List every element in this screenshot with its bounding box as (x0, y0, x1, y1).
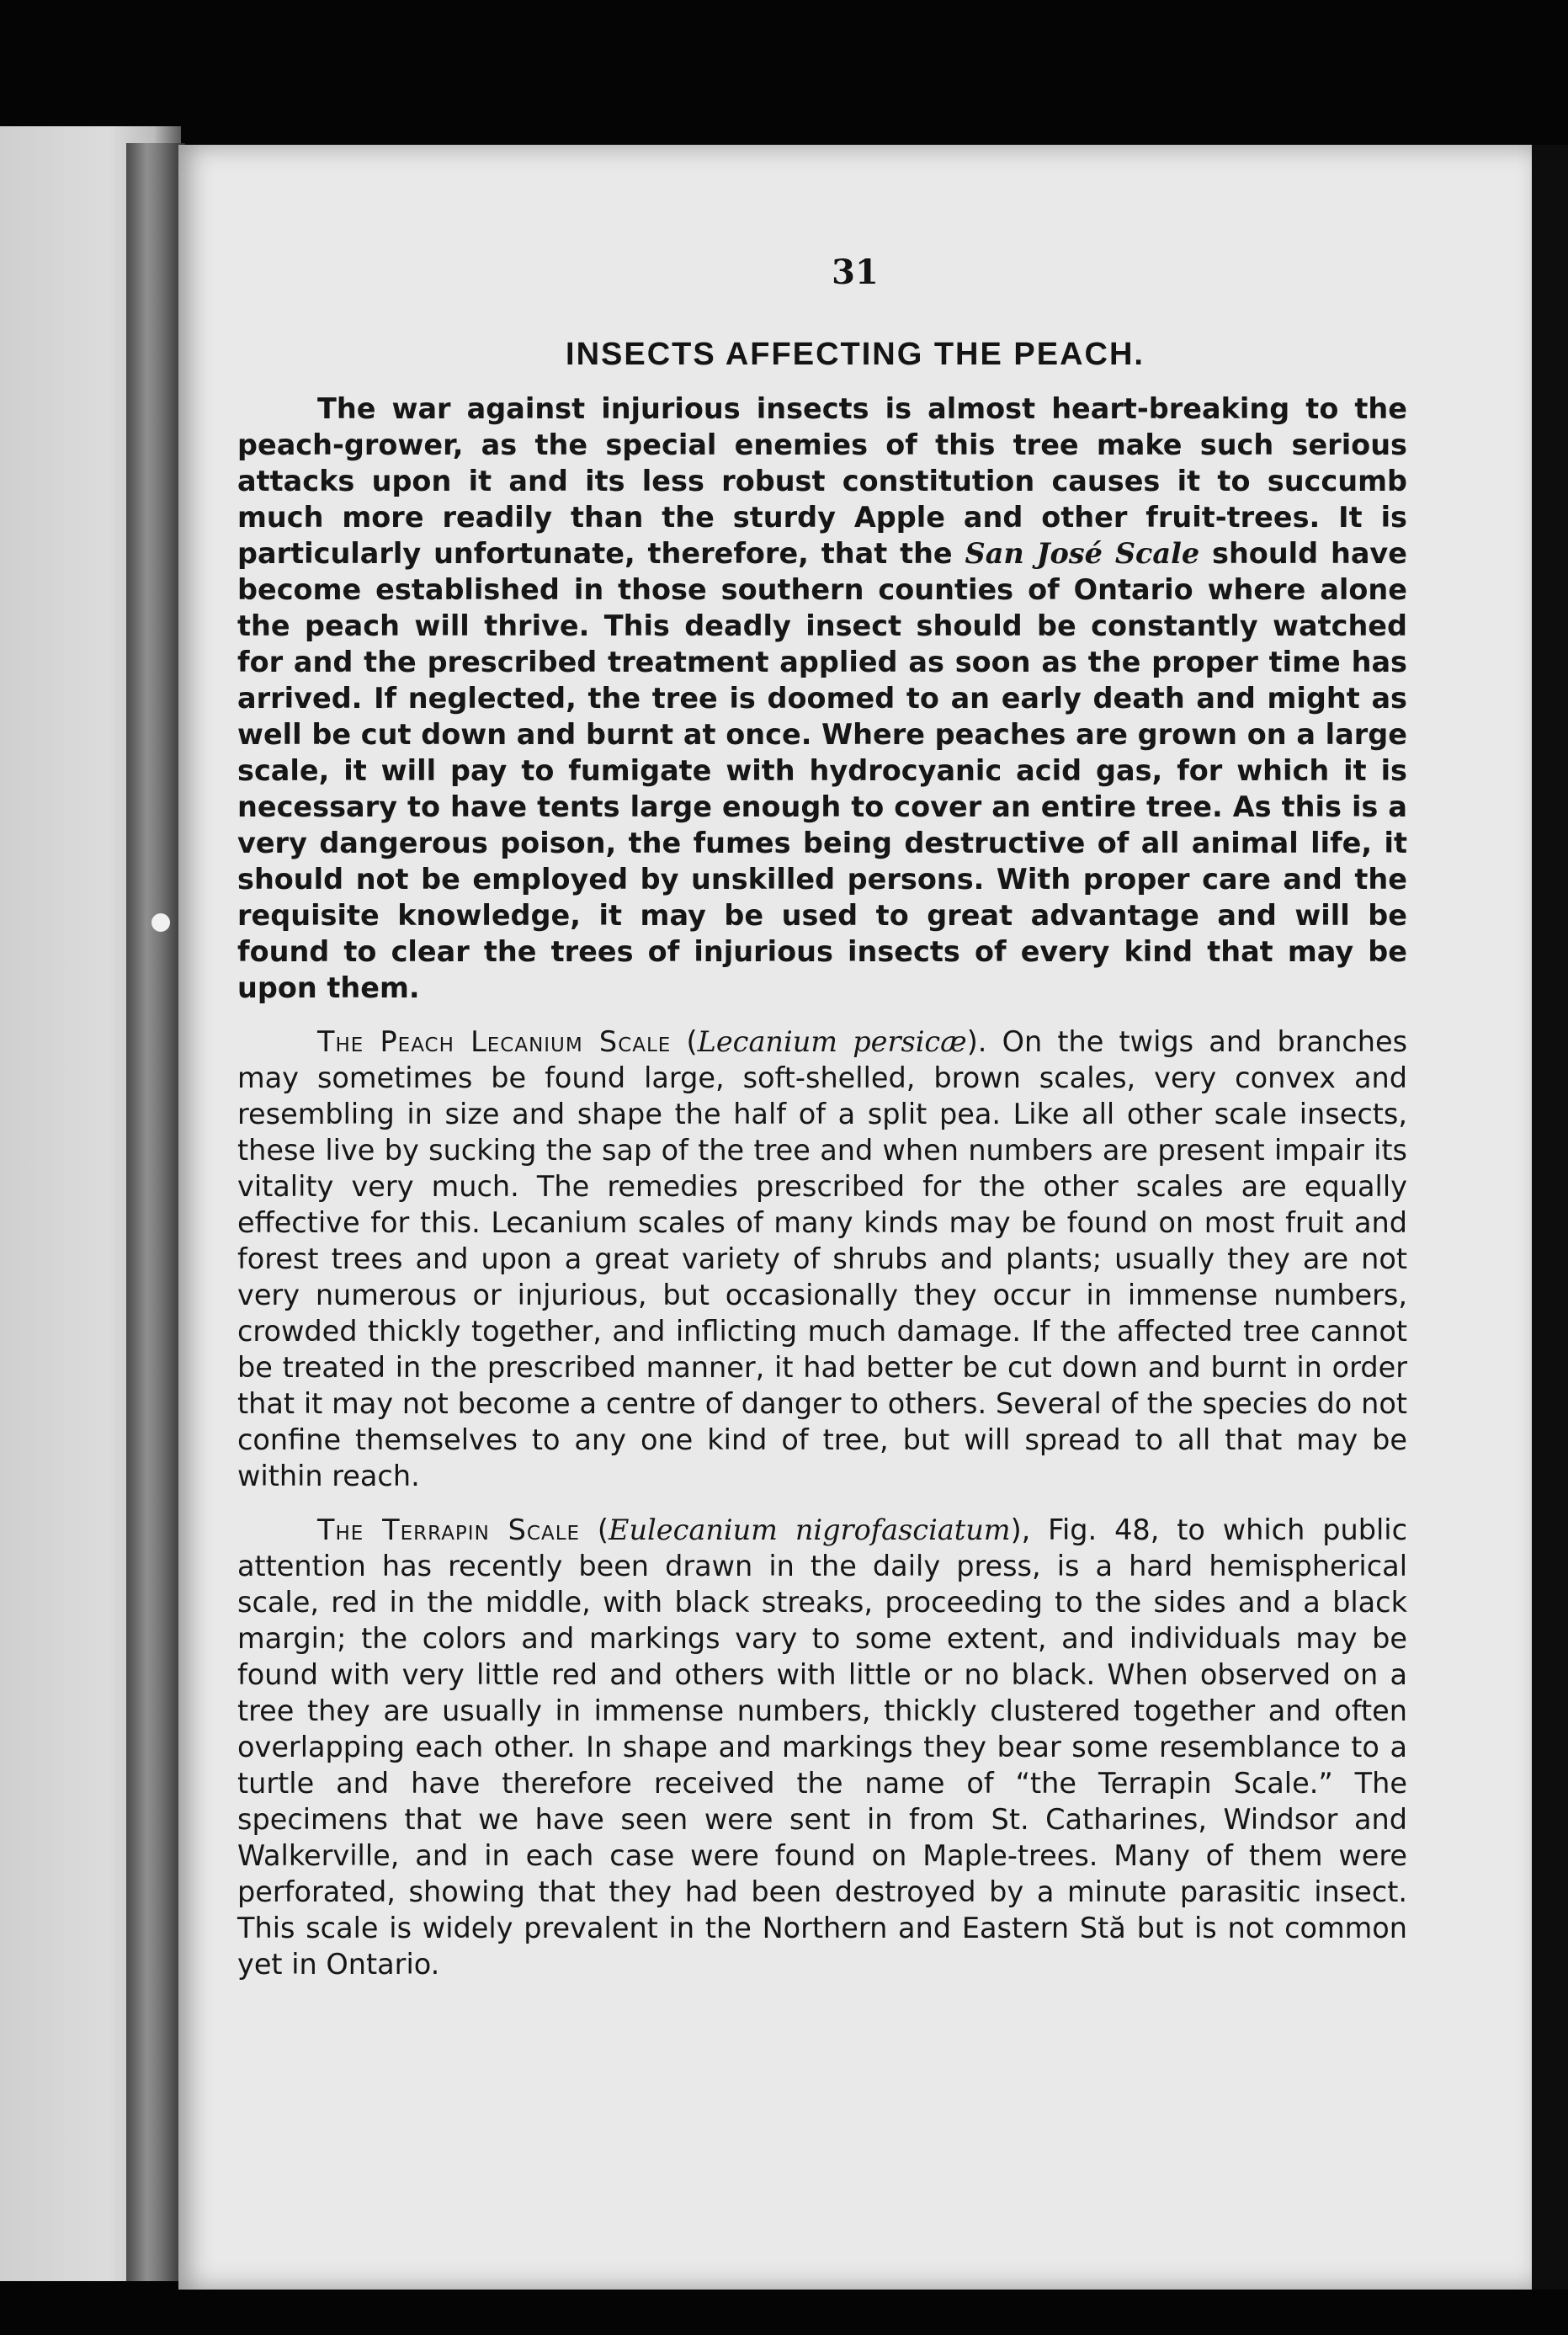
paragraph-text: On the twigs and branches may sometimes be found large, soft-shelled, brown scales, very convex and resembling in size and shape the half of a split pea. Like all other scale insects, these live by sucking the sap of the tree and when numbers are present impair its vitality very much. The remedies prescribed for the other scales are equally effective for this. Lecanium scales of many kinds may be found on most fruit and forest trees and upon a great variety of shrubs and plants; usually they are not very numerous or injurious, but occasionally they occur in immense numbers, crowded thickly together, and inflicting much damage. If the affected tree cannot be treated in the prescribed manner, it had better be cut down and burnt in order that it may not become a centre of danger to others. Several of the species do not confine themselves to any one kind of tree, but will spread to all that may be within reach. (237, 1025, 1408, 1492)
paren-close: ). (966, 1025, 987, 1058)
paragraph-terrapin-scale (237, 1512, 1407, 1982)
section-heading-peach-lecanium: The Peach Lecanium Scale (317, 1025, 672, 1058)
italic-term-san-jose-scale: San José Scale (965, 537, 1200, 570)
paragraph-peach-lecanium-scale (237, 1024, 1407, 1494)
section-heading-terrapin-scale: The Terrapin Scale (317, 1513, 581, 1546)
book-spine (126, 143, 185, 2281)
page-number: 31 (832, 253, 879, 292)
paragraph-peach-insects (237, 391, 1407, 1006)
paragraph-text: The war against injurious insects is almost heart-breaking to the peach-grower, as the special enemies of this tree make such serious attacks upon it and its less robust constitution causes it to succumb much more readily than the sturdy Apple and other fruit-trees. It is particularly unfortunate, therefore, that the (237, 392, 1407, 570)
book-page (178, 145, 1532, 2290)
scan-border (1532, 145, 1568, 2290)
paragraph-text: should have become established in those southern counties of Ontario where alone the peach will thrive. This deadly insect should be constantly watched for and the prescribed treatment applied as soon as the proper time has arrived. If neglected, the tree is doomed to an early death and might as well be cut down and burnt at once. Where peaches are grown on a large scale, it will pay to fumigate with hydrocyanic acid gas, for which it is necessary to have tents large enough to cover an entire tree. As this is a very dangerous poison, the fumes being destructive of all animal life, it should not be employed by unskilled persons. With proper care and the requisite knowledge, it may be used to great advantage and will be found to clear the trees of injurious insects of every kind that may be upon them. (237, 537, 1407, 1004)
paren-open: ( (580, 1513, 609, 1546)
chapter-title: INSECTS AFFECTING THE PEACH. (566, 337, 1145, 372)
paren-open: ( (671, 1025, 698, 1058)
margin-hole-mark (151, 913, 170, 932)
species-name-lecanium-persicae: Lecanium persicæ (697, 1025, 967, 1058)
paragraph-text: Fig. 48, to which public attention has recently been drawn in the daily press, is a hard hemispherical scale, red in the middle, with black streaks, proceeding to the sides and a black margin; the colors and markings vary to some extent, and individuals may be found with very little red and others with little or no black. When observed on a tree they are usually in immense numbers, thickly clustered together and often overlapping each other. In shape and markings they bear some resemblance to a turtle and have therefore received the name of “the Terrapin Scale.” The specimens that we have seen were sent in from St. Catharines, Windsor and Walkerville, and in each case were found on Maple-trees. Many of them were perforated, showing that they had been destroyed by a minute parasitic insect. This scale is widely prevalent in the Northern and Eastern Stă but is not common yet in Ontario. (237, 1513, 1407, 1981)
page-body (237, 391, 1407, 2000)
paren-close: ), (1010, 1513, 1031, 1546)
species-name-eulecanium: Eulecanium nigrofasciatum (609, 1513, 1011, 1546)
